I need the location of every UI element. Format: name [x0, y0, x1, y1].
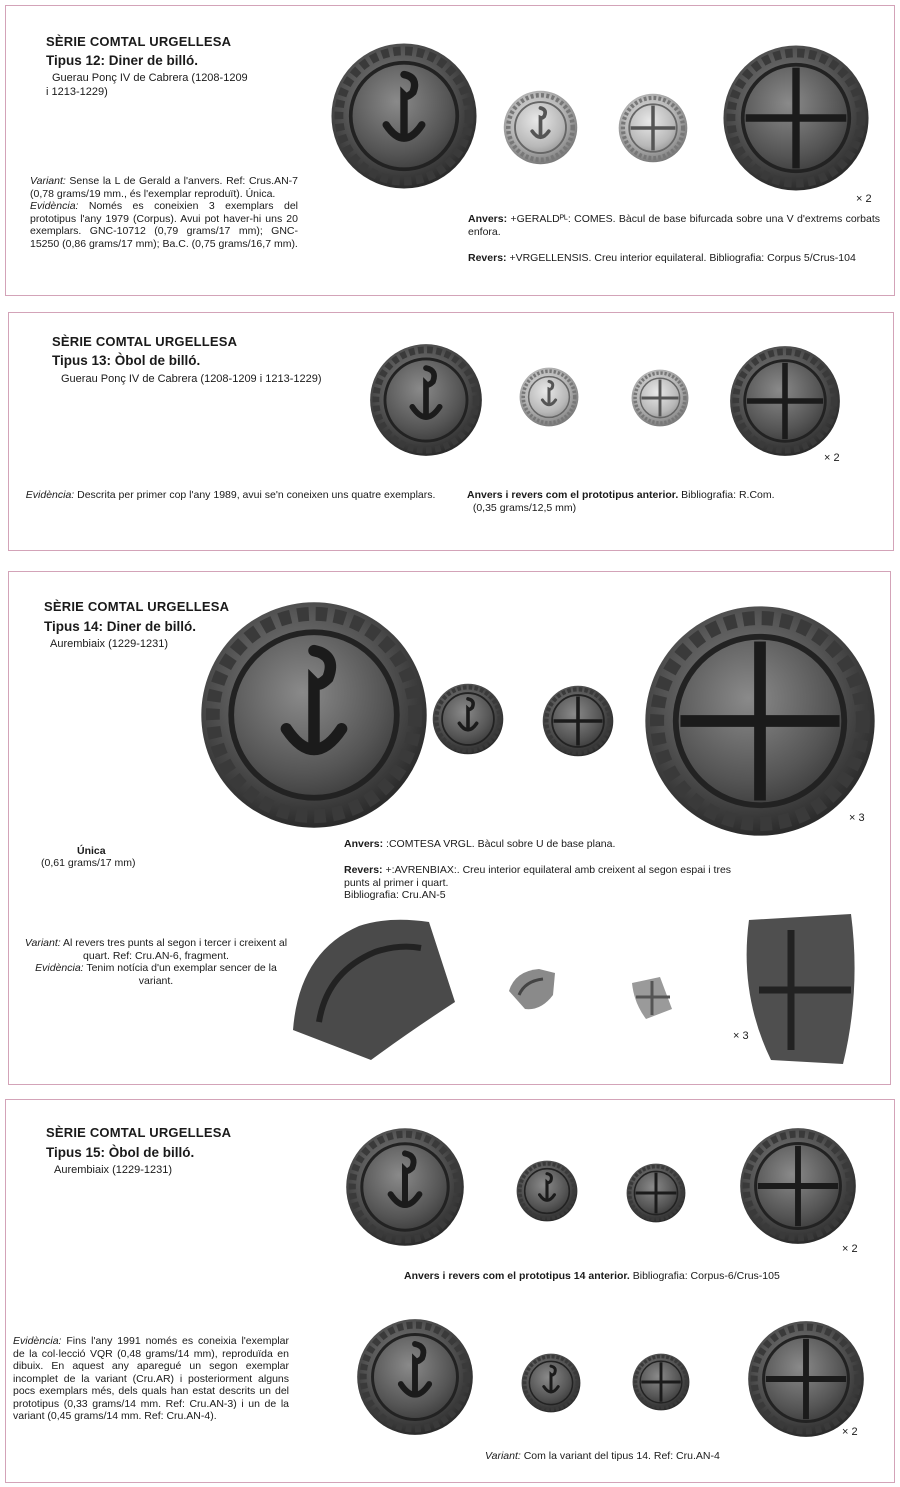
anvers-block [344, 838, 764, 851]
coin-variant-reverse-small [632, 1353, 690, 1411]
anvers-label: Anvers: [468, 213, 508, 225]
variant-label: Variant: [24, 937, 61, 949]
revers-block [344, 864, 754, 902]
coin-reverse-small [631, 369, 689, 427]
tipus-title: Tipus 12: Diner de billó. [46, 53, 199, 68]
magnification-label-fragments: × 3 [733, 1030, 749, 1042]
variant-label: Variant: [485, 1450, 521, 1462]
anvers-weight: (0,35 grams/12,5 mm) [472, 501, 577, 514]
evidence-text: Només es coneixien 3 exemplars del prototipus l'any 1979 (Corpus). Avui pot haver-hi uns 20 exemplars. GNC-10712 (0,79 grams/17 mm); GNC-15250 (0,86 grams/17 mm); Ba.C. (0,75 grams/16,7 mm). [30, 200, 298, 250]
coin-obverse-large [330, 42, 478, 190]
panel-tipus-13 [8, 312, 894, 551]
coin-obverse-small [503, 90, 578, 165]
anvers-text: +GERALDᴾᴸ: COMES. Bàcul de base bifurcada sobre una V d'extrems corbats enfora. [468, 213, 880, 238]
ruler-line-2: i 1213-1229) [46, 86, 108, 98]
tipus-title: Tipus 14: Diner de billó. [44, 619, 197, 634]
evidence-block [17, 489, 441, 502]
series-title: SÈRIE COMTAL URGELLESA [52, 334, 238, 349]
evidence-label: Evidència: [35, 962, 84, 974]
fragment-reverse-large [731, 910, 863, 1070]
anvers-block [467, 489, 867, 514]
evidence-text: Descrita per primer cop l'any 1989, avui se'n coneixen uns quatre exemplars. [74, 489, 436, 501]
evidence-label: Evidència: [13, 1335, 62, 1347]
evidence-text: Fins l'any 1991 només es coneixia l'exemplar de la col·lecció VQR (0,48 grams/14 mm), reproduïda en dibuix. En aquest any aparegué un segon exemplar incomplet de la variant (Cru.AR) i posteriorment alguns pocs exemplars més, dels quals han estat descrits un del prototipus (0,33 grams/14 mm. Ref: Cru.AN-3) i un de la variant (0,45 grams/14 mm. Ref: Cru.AN-4). [13, 1335, 289, 1422]
magnification-label: × 2 [842, 1243, 858, 1255]
coin-reverse-large [729, 345, 841, 457]
unica-weight: (0,61 grams/17 mm) [41, 857, 136, 869]
coin-obverse-large [345, 1127, 465, 1247]
series-title: SÈRIE COMTAL URGELLESA [46, 34, 232, 49]
fragment-obverse-large [279, 912, 461, 1064]
ruler-line-1: Guerau Ponç IV de Cabrera (1208-1209 [52, 72, 248, 84]
variant-block [30, 175, 298, 250]
variant-text: Com la variant del tipus 14. Ref: Cru.AN-4 [520, 1450, 720, 1462]
magnification-label: × 2 [856, 193, 872, 205]
revers-text: +:AVRENBIAX:. Creu interior equilateral amb creixent al segon espai i tres punts al primer i quart. [344, 864, 732, 889]
anvers-block [404, 1270, 824, 1283]
coin-reverse-large [643, 604, 877, 838]
revers-block [468, 252, 880, 265]
coin-reverse-small [542, 685, 614, 757]
revers-label: Revers: [468, 252, 507, 264]
tipus-title: Tipus 13: Òbol de billó. [52, 353, 201, 368]
series-title: SÈRIE COMTAL URGELLESA [44, 599, 230, 614]
coin-obverse-large [369, 343, 483, 457]
coin-obverse-large [199, 600, 429, 830]
series-title: SÈRIE COMTAL URGELLESA [46, 1125, 232, 1140]
coin-reverse-small [626, 1163, 686, 1223]
coin-obverse-small [516, 1160, 578, 1222]
ruler-line-1: Aurembiaix (1229-1231) [50, 638, 169, 650]
anvers-label: Anvers i revers com el prototipus 14 anterior. [404, 1270, 630, 1282]
magnification-label: × 2 [824, 452, 840, 464]
evidence-block [13, 1335, 289, 1423]
unica-label: Única [77, 845, 106, 857]
coin-reverse-large [722, 44, 870, 192]
coin-obverse-small [432, 683, 504, 755]
anvers-text: :COMTESA VRGL. Bàcul sobre U de base plana. [383, 838, 616, 850]
variant-block [485, 1450, 845, 1463]
coin-reverse-small [618, 93, 688, 163]
panel-tipus-12 [5, 5, 895, 296]
magnification-label-variant: × 2 [842, 1426, 858, 1438]
variant-text: Al revers tres punts al segon i tercer i creixent al quart. Ref: Cru.AN-6, fragment. [60, 937, 288, 962]
anvers-block [468, 213, 880, 238]
revers-label: Revers: [344, 864, 383, 876]
panel-tipus-14 [8, 571, 891, 1085]
coin-obverse-small [519, 367, 579, 427]
anvers-text: Bibliografia: Corpus-6/Crus-105 [629, 1270, 780, 1282]
revers-text: +VRGELLENSIS. Creu interior equilateral. Bibliografia: Corpus 5/Crus-104 [506, 252, 856, 264]
evidence-label: Evidència: [30, 200, 79, 212]
evidence-label: Evidència: [25, 489, 75, 501]
coin-variant-obverse-small [521, 1353, 581, 1413]
variant-label: Variant: [30, 175, 66, 187]
coin-variant-reverse-large [747, 1320, 865, 1438]
variant-text: Sense la L de Gerald a l'anvers. Ref: Crus.AN-7 (0,78 grams/19 mm., és l'exemplar reproduït). Única. [30, 175, 298, 200]
anvers-label: Anvers i revers com el prototipus anterior. [467, 489, 679, 501]
fragment-reverse-small [626, 973, 676, 1023]
anvers-label: Anvers: [344, 838, 384, 850]
anvers-text: Bibliografia: R.Com. [678, 489, 775, 501]
tipus-title: Tipus 15: Òbol de billó. [46, 1145, 195, 1160]
ruler-line-1: Aurembiaix (1229-1231) [54, 1164, 173, 1176]
magnification-label: × 3 [849, 812, 865, 824]
revers-bibliography: Bibliografia: Cru.AN-5 [344, 889, 446, 901]
variant-block [23, 937, 289, 987]
coin-reverse-large [739, 1127, 857, 1245]
evidence-text: Tenim notícia d'un exemplar sencer de la variant. [83, 962, 277, 987]
panel-tipus-15 [5, 1099, 895, 1483]
coin-variant-obverse-large [356, 1318, 474, 1436]
fragment-obverse-small [505, 965, 563, 1013]
ruler-line-1: Guerau Ponç IV de Cabrera (1208-1209 i 1213-1229) [61, 373, 322, 385]
